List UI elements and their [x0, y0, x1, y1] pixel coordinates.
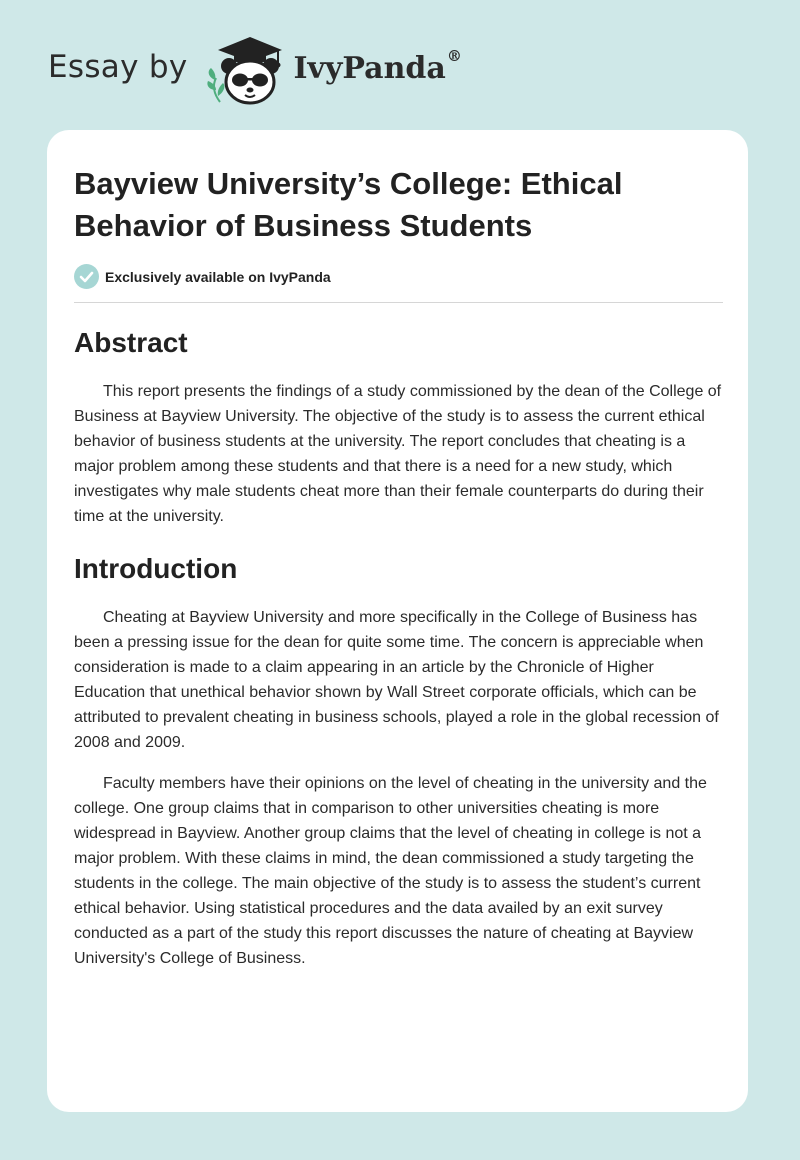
- registered-mark: ®: [446, 46, 462, 65]
- site-header: [48, 30, 462, 110]
- article-body: [74, 323, 726, 987]
- check-circle-icon: [74, 264, 99, 289]
- page-title: Bayview University’s College: Ethical Behavior of Business Students: [74, 166, 623, 243]
- exclusive-badge: [74, 264, 331, 289]
- essay-by-label: Essay by: [48, 49, 188, 85]
- brand-name[interactable]: IvyPanda®: [293, 46, 462, 86]
- abstract-paragraph: This report presents the findings of a study commissioned by the dean of the College of Business at Bayview University. The objective of the study is to assess the current ethical behavior of business students at the university. The report concludes that cheating is a major problem among these students and that there is a need for a new study, which investigates why male students cheat more than their female counterparts do during their time at the university.: [74, 383, 722, 525]
- section-heading-introduction: Introduction: [74, 553, 238, 584]
- exclusive-text: Exclusively available on IvyPanda: [105, 268, 331, 285]
- section-heading-abstract: Abstract: [74, 327, 188, 358]
- divider: [74, 302, 723, 303]
- essay-card: [47, 130, 748, 1112]
- introduction-paragraph-2: Faculty members have their opinions on the level of cheating in the university and the college. One group claims that in comparison to other universities cheating is more widespread in Bayview. Another group claims that the level of cheating in college is not a major problem. With these claims in mind, the dean commissioned a study targeting the students in the college. The main objective of the study is to assess the student’s current ethical behavior. Using statistical procedures and the data availed by an exit survey conducted as a part of the study this report discusses the nature of cheating at Bayview University's College of Business.: [74, 775, 707, 967]
- introduction-paragraph-1: Cheating at Bayview University and more specifically in the College of Business has been a pressing issue for the dean for quite some time. The concern is appreciable when consideration is made to a claim appearing in an article by the Chronicle of Higher Education that unethical behavior shown by Wall Street corporate officials, which can be attributed to prevalent cheating in business schools, played a role in the global recession of 2008 and 2009.: [74, 609, 719, 751]
- panda-graduate-logo-icon[interactable]: [202, 30, 292, 110]
